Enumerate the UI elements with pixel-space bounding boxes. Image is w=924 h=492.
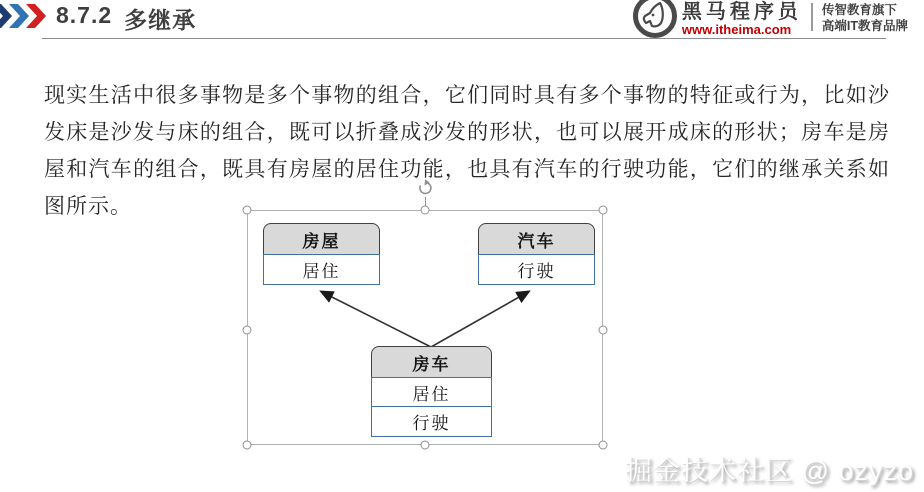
watermark: 掘金技术社区 @ ozyzo bbox=[625, 456, 914, 486]
section-number: 8.7.2 bbox=[56, 2, 113, 28]
class-member: 行驶 bbox=[478, 254, 595, 285]
rotation-handle-icon[interactable] bbox=[415, 179, 435, 199]
selection-handle-mid-left[interactable] bbox=[243, 325, 252, 334]
brand-tagline bbox=[822, 2, 908, 34]
class-box-rv[interactable] bbox=[371, 346, 492, 437]
class-name: 汽车 bbox=[478, 223, 595, 255]
page-title bbox=[56, 2, 196, 35]
selection-handle-top-center[interactable] bbox=[421, 206, 430, 215]
horse-logo-icon bbox=[632, 0, 678, 39]
selection-handle-top-left[interactable] bbox=[243, 206, 252, 215]
slide-header bbox=[0, 0, 924, 40]
selection-handle-bottom-left[interactable] bbox=[243, 441, 252, 450]
tagline-line2: 高端IT教育品牌 bbox=[821, 19, 908, 33]
brand-website: www.itheima.com bbox=[681, 22, 792, 37]
itheima-logo bbox=[632, 0, 908, 39]
brand-name: 黑马程序员 bbox=[681, 1, 802, 23]
logo-divider bbox=[811, 3, 813, 31]
selection-handle-top-right[interactable] bbox=[599, 206, 608, 215]
class-member: 行驶 bbox=[371, 406, 492, 437]
inheritance-diagram[interactable] bbox=[247, 210, 603, 445]
class-name: 房车 bbox=[371, 346, 492, 378]
class-box-car[interactable] bbox=[478, 223, 595, 285]
logo-text bbox=[682, 0, 802, 36]
class-name: 房屋 bbox=[263, 223, 380, 255]
class-member: 居住 bbox=[371, 377, 492, 408]
selection-handle-mid-right[interactable] bbox=[599, 325, 608, 334]
selection-handle-bottom-center[interactable] bbox=[421, 441, 430, 450]
class-member: 居住 bbox=[263, 254, 380, 285]
class-box-house[interactable] bbox=[263, 223, 380, 285]
tagline-line1: 传智教育旗下 bbox=[821, 3, 897, 17]
body-paragraph: 现实生活中很多事物是多个事物的组合，它们同时具有多个事物的特征或行为，比如沙发床是沙发与床的组合，既可以折叠成沙发的形状，也可以展开成床的形状；房车是房屋和汽车的组合，既具有房屋的居住功能，也具有汽车的行驶功能，它们的继承关系如图所示。 bbox=[44, 84, 890, 218]
triple-chevron-icon bbox=[0, 4, 52, 28]
selection-handle-bottom-right[interactable] bbox=[599, 441, 608, 450]
section-title: 多继承 bbox=[124, 7, 197, 33]
header-rule bbox=[42, 38, 886, 39]
